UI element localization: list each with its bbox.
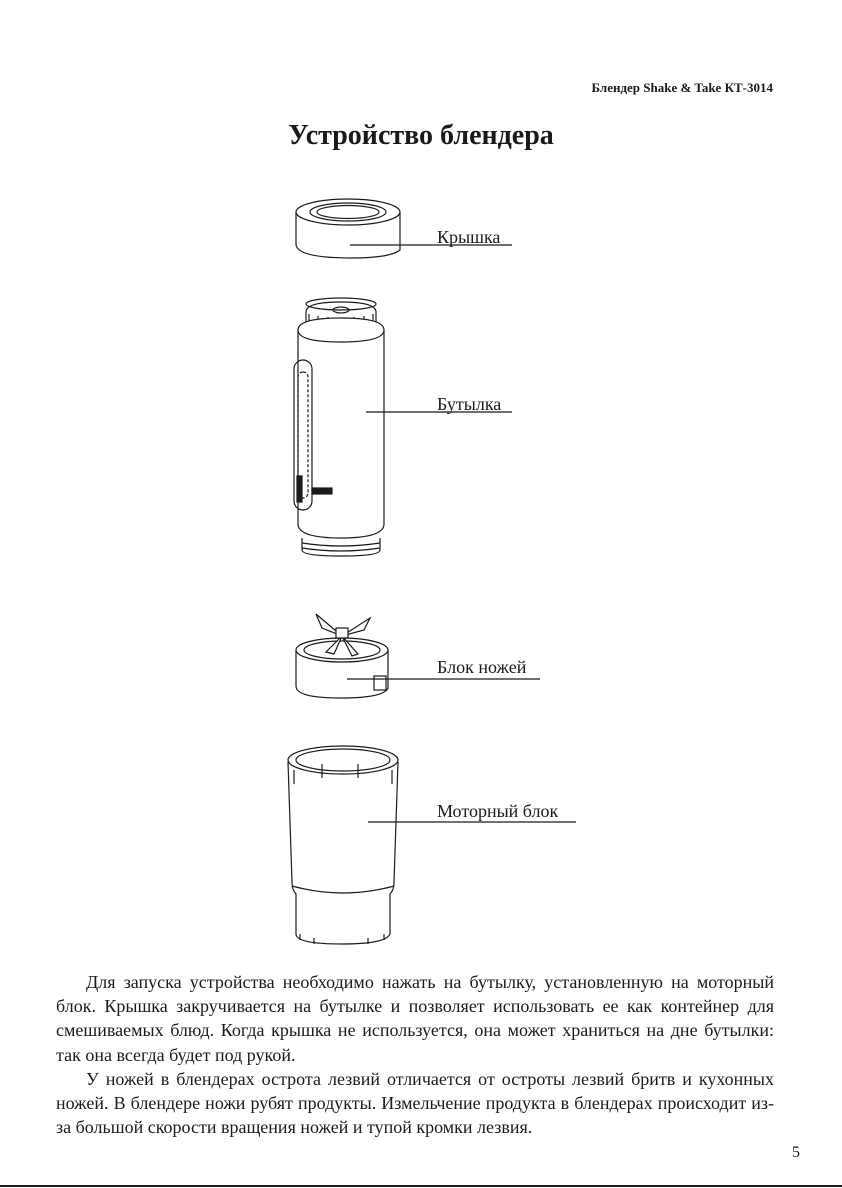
paragraph-1: Для запуска устройства необходимо нажать на бутылку, установленную на моторный блок. Крышка закручивается на бутылке и позволяет использовать ее как контейнер для смешиваемых блюд. Когда крышка не используется, она может храниться на дне бутылки: так она всегда будет под рукой. [56,972,774,1065]
label-bottle: Бутылка [437,394,502,414]
paragraph-2: У ножей в блендерах острота лезвий отличается от остроты лезвий бритв и кухонных ножей. В блендере ножи рубят продукты. Измельчение продукта в блендерах происходит из-за большой скорости вращения ножей и тупой кромки лезвия. [56,1068,774,1138]
label-blade-unit: Блок ножей [437,657,527,677]
blade-unit-illustration [296,614,540,698]
body-text [56,970,774,1139]
running-header: Блендер Shake & Take КТ-3014 [591,80,773,95]
page-title: Устройство блендера [288,120,554,151]
bottle-illustration [294,298,512,556]
label-lid: Крышка [437,227,501,247]
motor-unit-illustration [288,746,576,944]
page-number: 5 [792,1144,800,1161]
label-motor-unit: Моторный блок [437,801,559,821]
bottom-rule [0,1185,842,1187]
